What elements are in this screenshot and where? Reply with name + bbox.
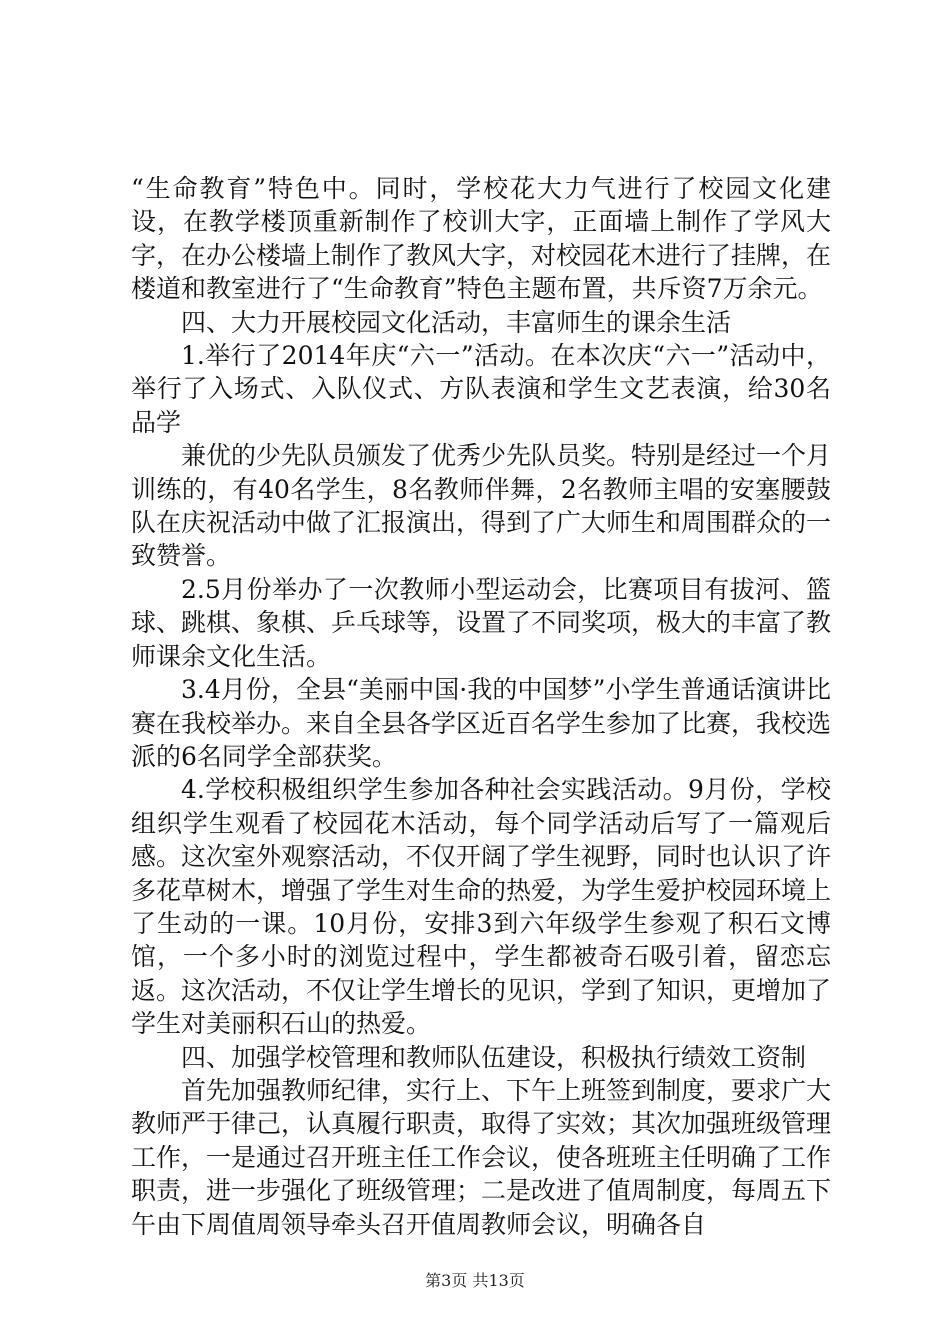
section-heading-4-activities: 四、大力开展校园文化活动，丰富师生的课余生活 (181, 307, 732, 337)
paragraph-1: “生命教育”特色中。同时，学校花大力气进行了校园文化建设，在教学楼顶重新制作了校训大字，正面墙上制作了学风大字，在办公楼墙上制作了教风大字，对校园花木进行了挂牌，在楼道和教室进行了“生命教育”特色主题布置，共斥资7万余元。 (131, 174, 832, 304)
paragraph-item-1-continued: 兼优的少先队员颁发了优秀少先队员奖。特别是经过一个月训练的，有40名学生，8名教师伴舞，2名教师主唱的安塞腰鼓队在庆祝活动中做了汇报演出，得到了广大师生和周围群众的一致赞誉。 (131, 441, 832, 571)
section-heading-4-management: 四、加强学校管理和教师队伍建设，积极执行绩效工资制 (181, 1042, 807, 1072)
paragraph-item-3: 3.4月份，全县“美丽中国·我的中国梦”小学生普通话演讲比赛在我校举办。来自全县各学区近百名学生参加了比赛，我校选派的6名同学全部获奖。 (131, 675, 832, 771)
page-number-footer: 第3页 共13页 (425, 1271, 525, 1290)
paragraph-management: 首先加强教师纪律，实行上、下午上班签到制度，要求广大教师严于律己，认真履行职责，取得了实效；其次加强班级管理工作，一是通过召开班主任工作会议，使各班班主任明确了工作职责，进一步强化了班级管理；二是改进了值周制度，每周五下午由下周值周领导牵头召开值周教师会议，明确各自 (131, 1075, 832, 1239)
paragraph-item-2: 2.5月份举办了一次教师小型运动会，比赛项目有拔河、篮球、跳棋、象棋、乒乓球等，设置了不同奖项，极大的丰富了教师课余文化生活。 (131, 574, 832, 671)
paragraph-item-1: 1.举行了2014年庆“六一”活动。在本次庆“六一”活动中，举行了入场式、入队仪式、方队表演和学生文艺表演，给30名品学 (131, 341, 831, 437)
document-body (131, 172, 831, 1241)
paragraph-item-4: 4.学校积极组织学生参加各种社会实践活动。9月份，学校组织学生观看了校园花木活动，每个同学活动后写了一篇观后感。这次室外观察活动，不仅开阔了学生视野，同时也认识了许多花草树木，增强了学生对生命的热爱，为学生爱护校园环境上了生动的一课。10月份，安排3到六年级学生参观了积石文博馆，一个多小时的浏览过程中，学生都被奇石吸引着，留恋忘返。这次活动，不仅让学生增长的见识，学到了知识，更增加了学生对美丽积石山的热爱。 (131, 775, 832, 1039)
